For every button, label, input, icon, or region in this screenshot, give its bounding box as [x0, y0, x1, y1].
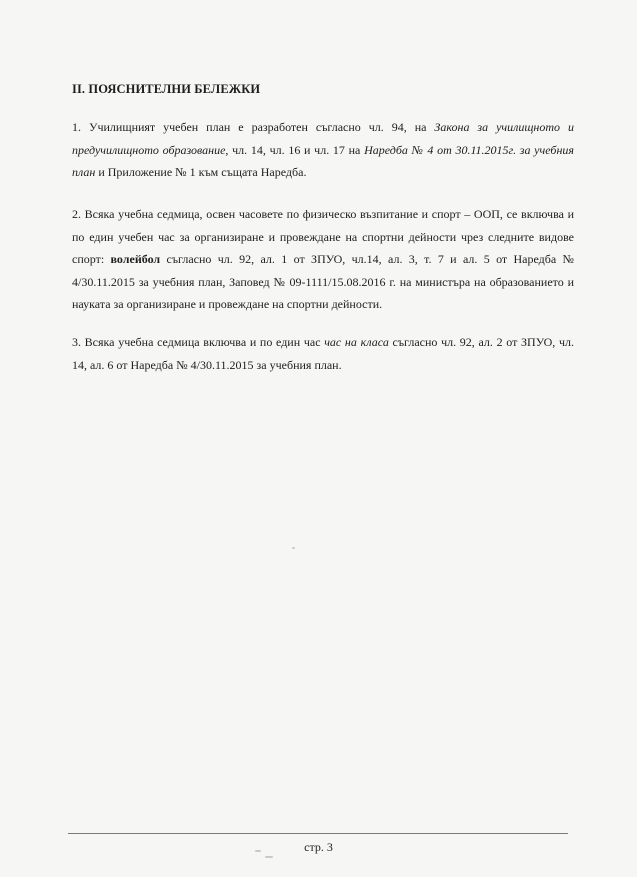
scan-speck	[292, 547, 295, 549]
note-1-regulation-title: Наредба № 4 от 30.11.2015г. за учебния план	[72, 142, 574, 179]
note-2-text: 2. Всяка учебна седмица, освен часовете по физическо възпитание и спорт – ООП, се включва и по един учебен час за организиране и провеждане на спортни дейности чрез следните видове спорт:	[72, 207, 574, 266]
section-heading: II. ПОЯСНИТЕЛНИ БЕЛЕЖКИ	[72, 82, 261, 96]
note-3-class-hour: час на класа	[324, 335, 389, 349]
note-2-sport-name: волейбол	[110, 252, 161, 266]
page-number: стр. 3	[304, 840, 333, 854]
note-2-text: съгласно чл. 92, ал. 1 от ЗПУО, чл.14, ал. 3, т. 7 и ал. 5 от Наредба № 4/30.11.2015 за учебния план, Заповед № 09-1111/15.08.2016 г. на министъра на образованието и науката за организиране и провеждане на спортни дейности.	[72, 252, 575, 311]
explanatory-note-3	[72, 331, 574, 376]
note-1-text: 1. Училищният учебен план е разработен съгласно чл. 94, на	[72, 120, 435, 134]
scan-speck	[255, 850, 261, 852]
note-3-text: 3. Всяка учебна седмица включва и по един час	[72, 335, 325, 349]
explanatory-note-1	[72, 116, 574, 184]
note-1-text: и Приложение № 1 към същата Наредба.	[95, 165, 307, 179]
scan-speck	[265, 856, 273, 858]
note-1-text: , чл. 14, чл. 16 и чл. 17 на	[225, 142, 365, 157]
footer-divider	[68, 833, 568, 834]
note-1-law-title: Закона за училищното и предучилищното образование	[72, 120, 574, 157]
explanatory-note-2	[72, 203, 574, 316]
note-3-text: съгласно чл. 92, ал. 2 от ЗПУО, чл. 14, ал. 6 от Наредба № 4/30.11.2015 за учебния план.	[72, 335, 574, 372]
